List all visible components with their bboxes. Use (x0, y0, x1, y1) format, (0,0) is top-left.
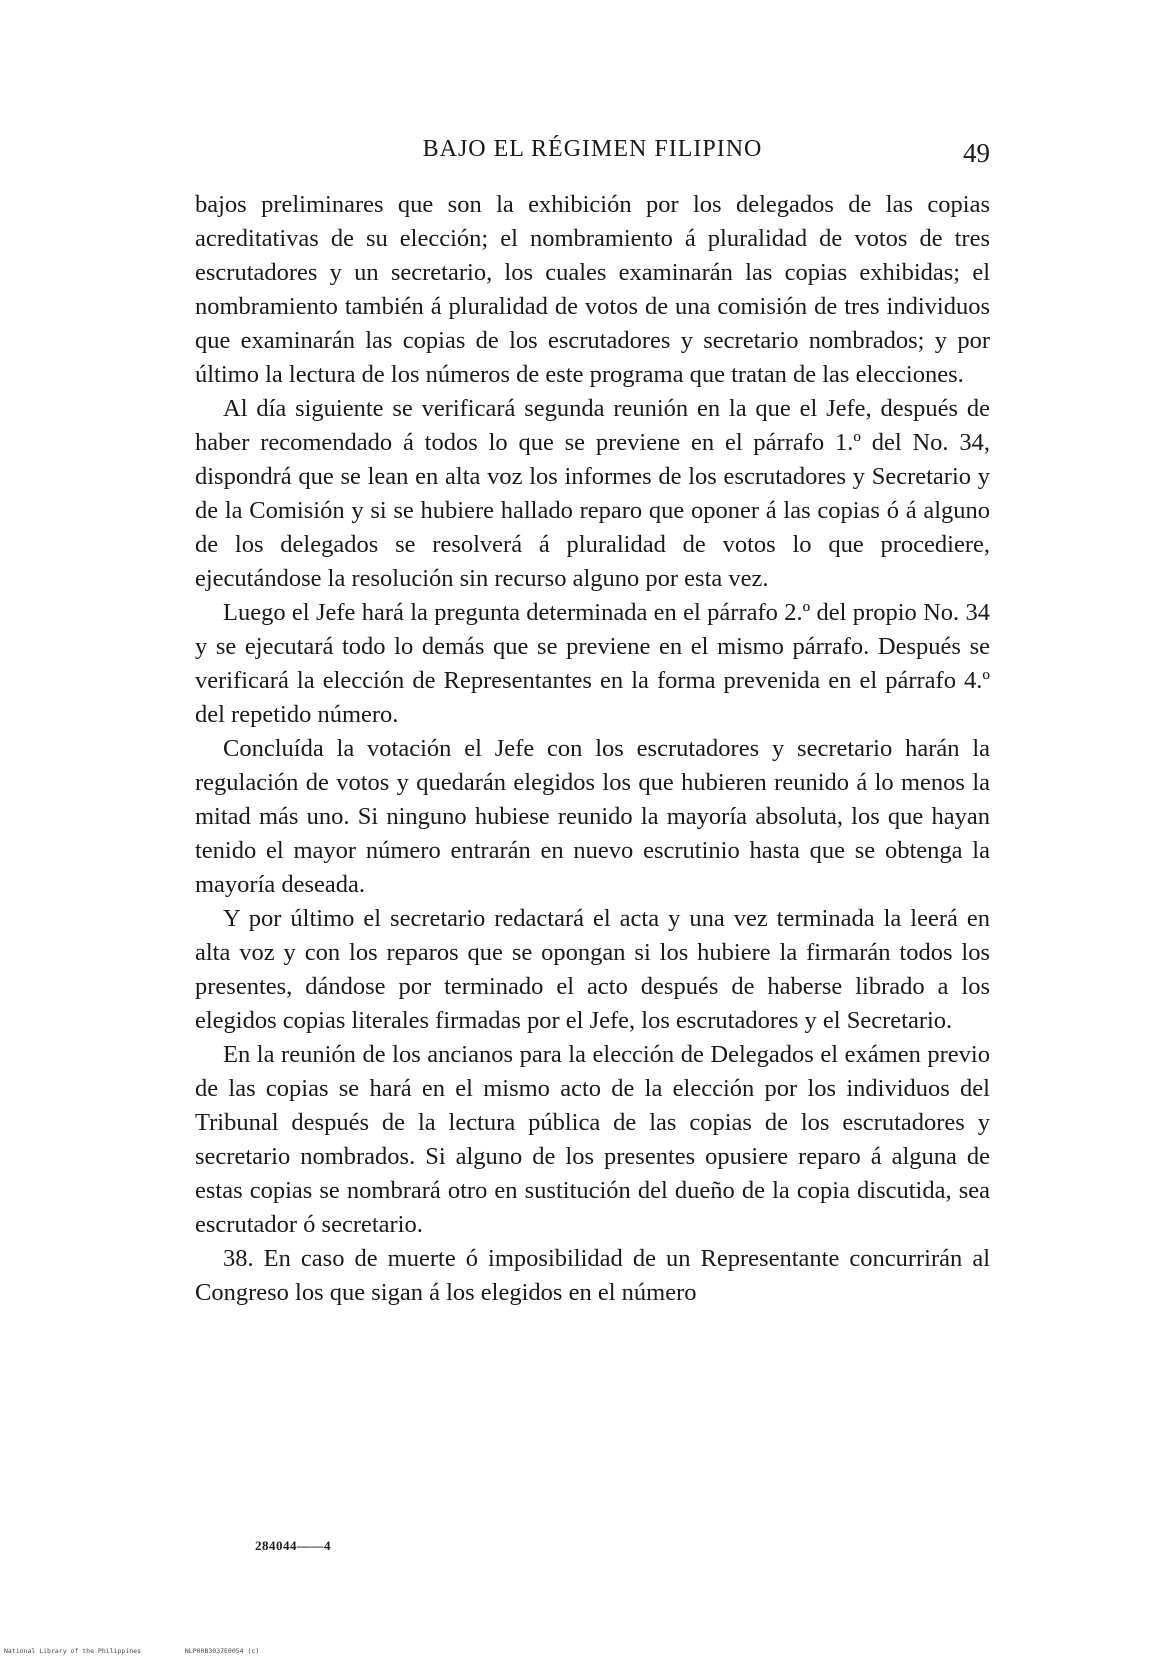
running-head (195, 136, 990, 170)
paragraph: Luego el Jefe hará la pregunta determinada en el párrafo 2.º del propio No. 34 y se ejecutará todo lo demás que se previene en el mismo párrafo. Después se verificará la elección de Representantes en la forma prevenida en el párrafo 4.º del repetido número. (195, 599, 990, 728)
printer-signature-mark: 284044——4 (255, 1538, 331, 1553)
page-number: 49 (963, 138, 990, 168)
paragraph-numbered-38: 38. En caso de muerte ó imposibilidad de un Representante concurrirán al Congreso los que sigan á los elegidos en el número (195, 1245, 990, 1306)
paragraph-continuation: bajos preliminares que son la exhibición por los delegados de las copias acreditativas de su elección; el nombramiento á pluralidad de votos de tres escrutadores y un secretario, los cuales examinarán las copias exhibidas; el nombramiento también á pluralidad de votos de una comisión de tres individuos que examinarán las copias de los escrutadores y secretario nombrados; y por último la lectura de los números de este programa que tratan de las elecciones. (195, 191, 990, 388)
paragraph: Al día siguiente se verificará segunda reunión en la que el Jefe, después de haber recomendado á todos lo que se previene en el párrafo 1.º del No. 34, dispondrá que se lean en alta voz los informes de los escrutadores y Secretario y de la Comisión y si se hubiere hallado reparo que oponer á las copias ó á alguno de los delegados se resolverá á pluralidad de votos lo que procediere, ejecutándose la resolución sin recurso alguno por esta vez. (195, 395, 990, 592)
paragraph: Concluída la votación el Jefe con los escrutadores y secretario harán la regulación de votos y quedarán elegidos los que hubieren reunido á lo menos la mitad más uno. Si ninguno hubiese reunido la mayoría absoluta, los que hayan tenido el mayor número entrarán en nuevo escrutinio hasta que se obtenga la mayoría deseada. (195, 735, 990, 898)
footer-library: National Library of the Philippines (4, 1647, 141, 1655)
paragraph: Y por último el secretario redactará el acta y una vez terminada la leerá en alta voz y con los reparos que se opongan si los hubiere la firmarán todos los presentes, dándose por terminado el acto después de haberse librado a los elegidos copias literales firmadas por el Jefe, los escrutadores y el Secretario. (195, 905, 990, 1034)
footer-code: NLP00B3037E0054 (c) (184, 1647, 260, 1655)
paragraph: En la reunión de los ancianos para la elección de Delegados el exámen previo de las copias se hará en el mismo acto de la elección por los individuos del Tribunal después de la lectura pública de las copias de los escrutadores y secretario nombrados. Si alguno de los presentes opusiere reparo á alguna de estas copias se nombrará otro en sustitución del dueño de la copia discutida, sea escrutador ó secretario. (195, 1041, 990, 1238)
scan-footer (4, 1647, 299, 1655)
body-text (195, 188, 990, 1310)
running-title: BAJO EL RÉGIMEN FILIPINO (422, 136, 763, 162)
